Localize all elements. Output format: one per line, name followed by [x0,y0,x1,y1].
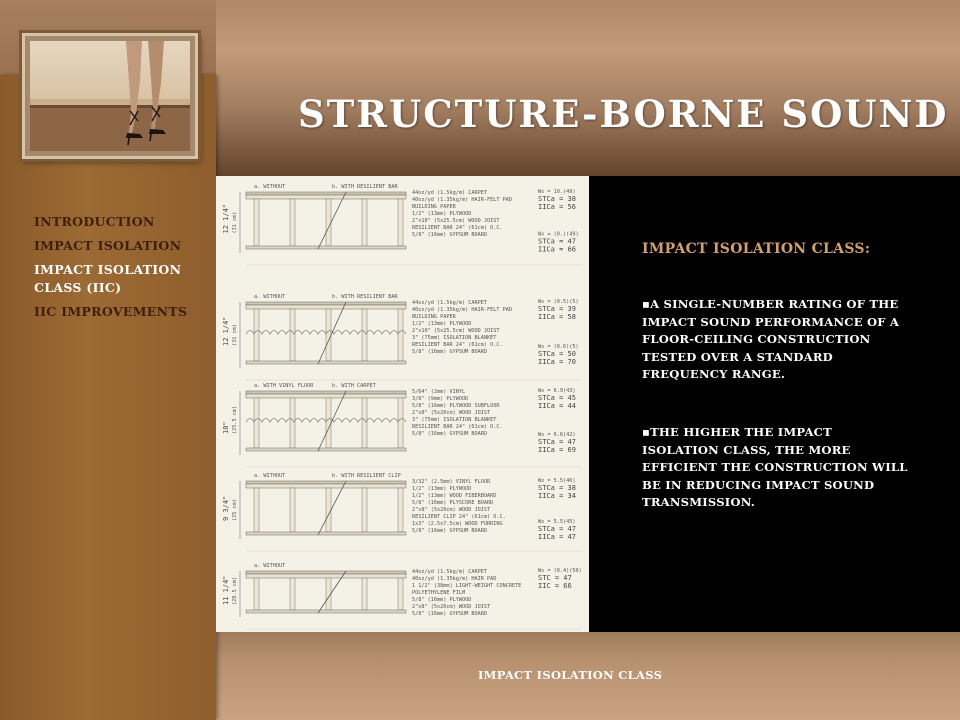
section-depth-label: 12 1/4" [222,316,230,346]
material-note: 1/2" (13mm) PLYWOOD [412,486,472,492]
material-note: POLYETHYLENE FILM [412,590,466,596]
section-left-label: a. WITHOUT [254,473,286,479]
section-depth-label: 9 3/4" [222,495,230,521]
nav-item-iic-improvements[interactable]: IIC IMPROVEMENTS [34,304,188,319]
section-depth-label: 10" [222,421,230,434]
legs-photo [30,41,190,151]
material-note: 5/8" (16mm) GYPSUM BOARD [412,431,487,437]
bullet-marker-icon: ▪ [642,425,651,439]
material-note: 5/8" (16mm) GYPSUM BOARD [412,232,487,238]
text-panel [589,176,960,632]
rating-b: STCa = 47 [538,438,576,446]
joist [398,488,403,532]
material-note: 5/8" (16mm) GYPSUM BOARD [412,611,487,617]
joist [398,398,403,448]
rating-b: IICa = 66 [538,245,576,254]
section-depth-mm: (31 cm) [232,324,238,346]
material-note: 5/8" (16mm) PLYWOOD SUBFLOOR [412,403,500,409]
material-note: 1 1/2" (38mm) LIGHT-WEIGHT CONCRETE [412,583,522,589]
joist [254,309,259,361]
section-depth-mm: (25.5 cm) [232,405,238,434]
section-depth-mm: (31 cm) [232,211,238,234]
material-note: 1x3" (2.5x7.5cm) WOOD FURRING [412,521,503,527]
material-note: 5/8" (16mm) GYPSUM BOARD [412,349,487,355]
floor-ceiling-diagram [216,176,589,632]
joist [326,309,331,361]
material-note: RESILIENT CLIP 24" (61cm) O.C. [412,514,506,520]
material-note: 40oz/yd (1.35kg/m) HAIR PAD [412,576,497,582]
joist [254,578,259,610]
joist [326,488,331,532]
joist [326,199,331,246]
material-note: 1/2" (13mm) PLYWOOD [412,321,472,327]
rating-b: STCa = 50 [538,350,576,358]
joist [398,578,403,610]
joist [254,398,259,448]
bullet-item [642,296,910,384]
rating-a: IICa = 44 [538,402,576,410]
rating-b: IICa = 69 [538,446,576,454]
material-note: 2"x10" (5x25.5cm) WOOD JOIST [412,218,500,224]
bullet-text: THE HIGHER THE IMPACT ISOLATION CLASS, THE MORE EFFICIENT THE CONSTRUCTION WILL BE IN REDUCING IMPACT SOUND TRANSMISSION. [642,425,908,510]
legs-photo-illustration [30,41,190,151]
section-right-label: b. WITH RESILIENT BAR [332,294,398,300]
subfloor-layer [246,195,406,199]
material-note: 1/2" (13mm) PLYWOOD [412,211,472,217]
rating-a: STCa = 38 [538,195,576,203]
section-right-label: b. WITH RESILIENT CLIP [332,473,401,479]
ceiling-board [246,246,406,249]
subfloor-layer [246,574,406,578]
rating-a: STCa = 38 [538,484,576,492]
rating-b: STCa = 47 [538,525,576,533]
floor-ceiling-diagram-drawing [216,176,589,632]
section-left-label: a. WITHOUT [254,294,286,300]
material-note: RESILIENT BAR 24" (61cm) O.C. [412,342,503,348]
material-note: BUILDING PAPER [412,204,456,210]
rating-a: IIC = 66 [538,582,572,590]
rating-b: Wx = 5.5(45) [538,519,576,525]
bullet-marker-icon: ▪ [642,297,651,311]
rating-a: STC = 47 [538,574,572,582]
rating-a: Wx = 5.5(46) [538,478,576,484]
joist [290,488,295,532]
material-note: 1/2" (13mm) WOOD FIBERBOARD [412,493,497,499]
joist [362,488,367,532]
section-split-line [318,192,346,249]
rating-b: STCa = 47 [538,237,576,246]
material-note: 3" (75mm) ISOLATION BLANKET [412,335,497,341]
material-note: 3/32" (2.5mm) VINYL FLOOR [412,479,491,485]
section-depth-mm: (25 cm) [232,499,238,521]
material-note: BUILDING PAPER [412,314,456,320]
section-right-label: b. WITH CARPET [332,383,376,389]
rating-a: Wx = 10.(49) [538,189,576,195]
material-note: RESILIENT BAR 24" (61cm) O.C. [412,225,503,231]
material-note: 44oz/yd (1.5kg/m) CARPET [412,190,487,196]
material-note: 44oz/yd (1.5kg/m) CARPET [412,300,487,306]
joist [398,309,403,361]
rating-a: IICa = 58 [538,313,576,321]
material-note: 2"x10" (5x25.5cm) WOOD JOIST [412,328,500,334]
joist [362,578,367,610]
rating-a: Wx = 6.9(43) [538,388,576,394]
joist [290,398,295,448]
bullet-text: A SINGLE-NUMBER RATING OF THE IMPACT SOUND PERFORMANCE OF A FLOOR-CEILING CONSTRUCTION TESTED OVER A STANDARD FREQUENCY RANGE. [642,297,900,382]
floor-finish-layer [246,571,406,574]
floor-finish-layer [246,192,406,195]
joist [290,578,295,610]
slide-title: STRUCTURE-BORNE SOUND [298,92,949,136]
material-note: 3" (75mm) ISOLATION BLANKET [412,417,497,423]
ceiling-board [246,361,406,364]
joist [254,199,259,246]
material-note: 5/8" (16mm) GYPSUM BOARD [412,528,487,534]
subfloor-layer [246,484,406,488]
joist [362,398,367,448]
material-note: 40oz/yd (1.35kg/m) HAIR-FELT PAD [412,307,512,313]
sidebar-nav [34,213,204,327]
nav-item-impact-isolation[interactable]: IMPACT ISOLATION [34,238,182,253]
subfloor-layer [246,305,406,309]
rating-b: Wx = (0.)(49) [538,231,579,238]
rating-b: IICa = 47 [538,533,576,541]
section-depth-label: 12 1/4" [222,203,230,234]
rating-b: IICa = 70 [538,358,576,366]
rating-b: Wx = (0.6)(5) [538,344,579,350]
content-heading: IMPACT ISOLATION CLASS: [642,241,871,257]
ceiling-board [246,448,406,451]
material-note: 3/8" (9mm) PLYWOOD [412,396,469,402]
material-note: 5/8" (16mm) PLYSCORE BOARD [412,500,494,506]
section-left-label: a. WITHOUT [254,563,286,569]
photo-frame [22,33,198,159]
joist [290,199,295,246]
subfloor-layer [246,394,406,398]
rating-a: Wx = (0.5)(5) [538,299,579,305]
rating-a: STCa = 39 [538,305,576,313]
material-note: 44oz/yd (1.5kg/m) CARPET [412,569,487,575]
section-depth-label: 11 1/4" [222,575,230,605]
joist [254,488,259,532]
floor-finish-layer [246,391,406,394]
rating-a: Wx = (0.4)(50) [538,568,582,574]
footer-caption: IMPACT ISOLATION CLASS [478,668,663,682]
floor-finish-layer [246,302,406,305]
material-note: 2"x8" (5x20cm) WOOD JOIST [412,604,491,610]
ceiling-board [246,610,406,613]
section-split-line [318,481,346,535]
nav-item-impact-isolation-class[interactable]: IMPACT ISOLATION CLASS (IIC) [34,262,182,295]
joist [362,309,367,361]
bullet-item [642,424,910,512]
rating-a: IICa = 34 [538,492,576,500]
material-note: 2"x8" (5x20cm) WOOD JOIST [412,410,491,416]
rating-a: STCa = 45 [538,394,576,402]
section-left-label: a. WITHOUT [254,184,286,190]
material-note: 2"x8" (5x20cm) WOOD JOIST [412,507,491,513]
floor-finish-layer [246,481,406,484]
joist [326,398,331,448]
joist [398,199,403,246]
material-note: 5/8" (16mm) PLYWOOD [412,597,472,603]
rating-a: IICa = 56 [538,203,576,211]
section-right-label: b. WITH RESILIENT BAR [332,184,398,190]
material-note: 40oz/yd (1.35kg/m) HAIR-FELT PAD [412,197,512,203]
ceiling-board [246,532,406,535]
material-note: 5/64" (2mm) VINYL [412,389,466,395]
joist [362,199,367,246]
joist [290,309,295,361]
material-note: RESILIENT BAR 24" (61cm) O.C. [412,424,503,430]
nav-item-introduction[interactable]: INTRODUCTION [34,214,155,229]
section-depth-mm: (28.5 cm) [232,576,238,605]
sidebar [0,75,216,720]
section-left-label: a. WITH VINYL FLOOR [254,383,314,389]
rating-b: Wx = 6.6(42) [538,432,576,438]
